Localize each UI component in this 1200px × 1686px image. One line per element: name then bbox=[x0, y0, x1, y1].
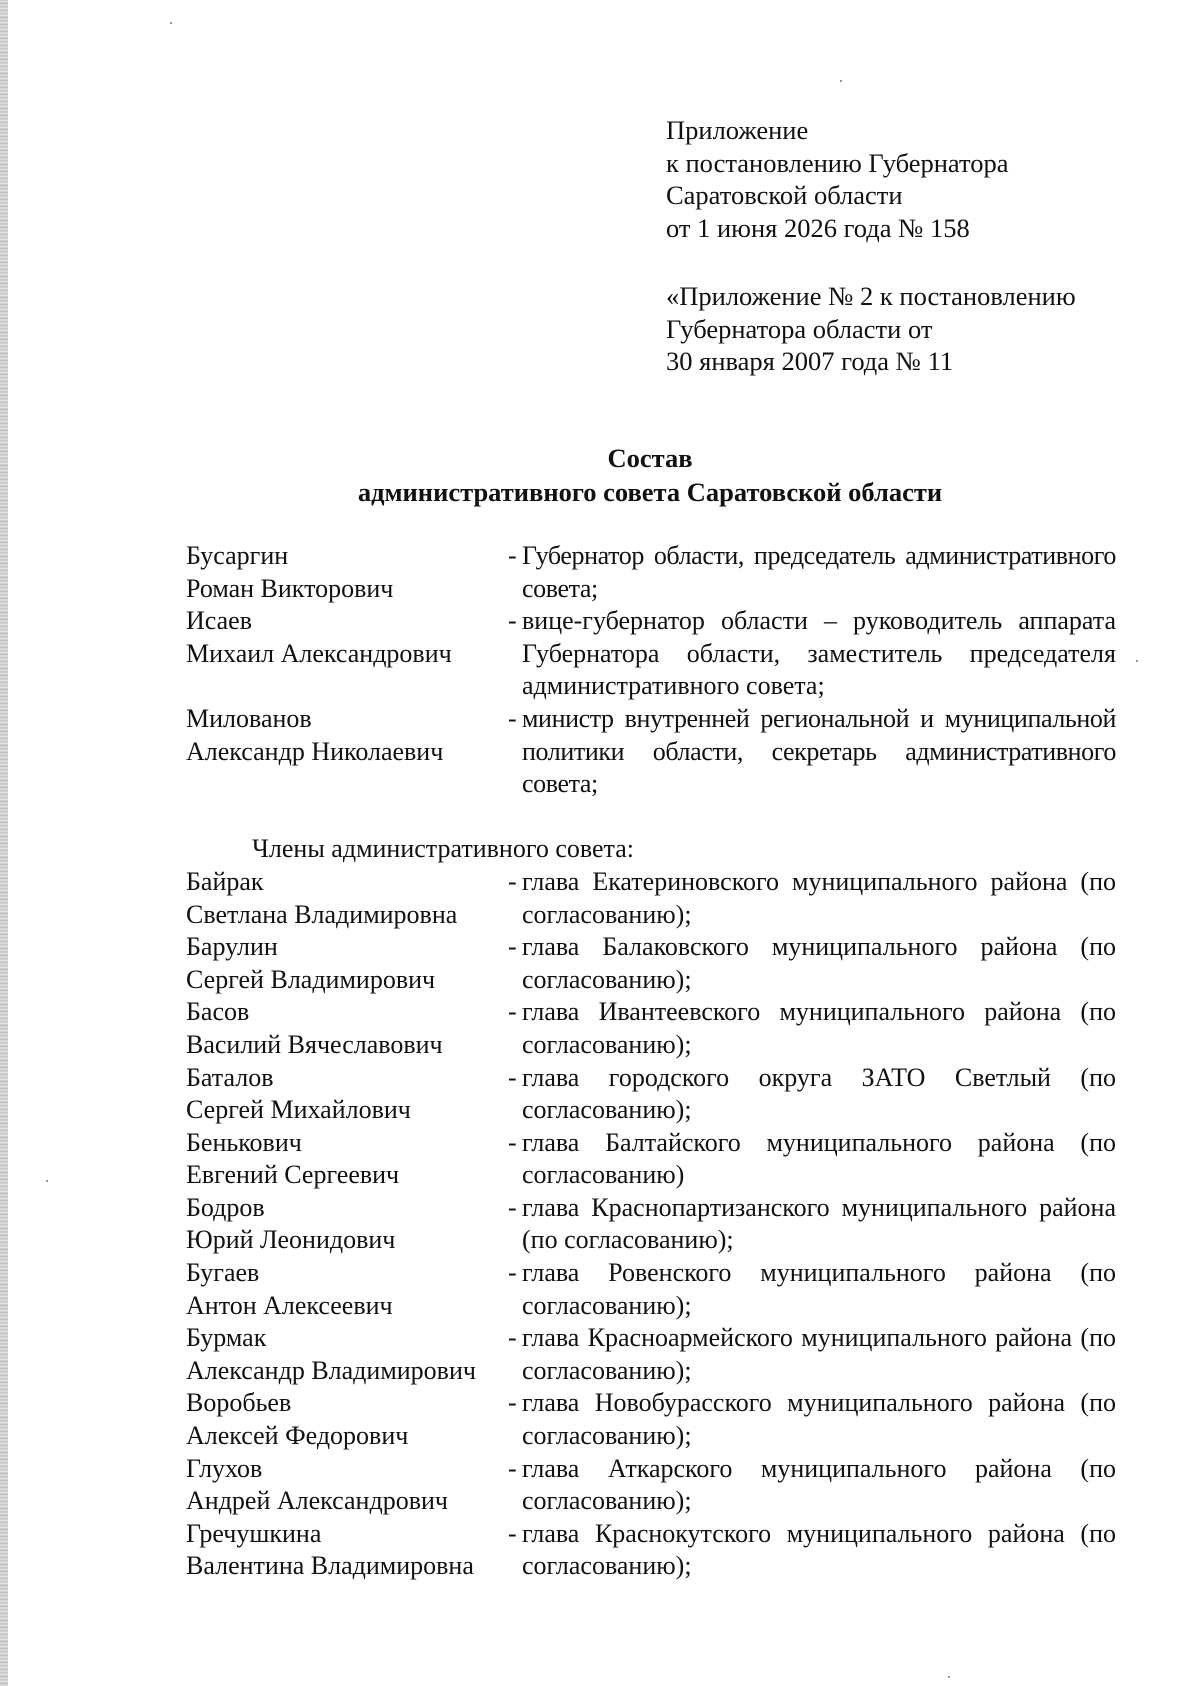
surname: Бенькович bbox=[186, 1127, 302, 1157]
surname: Гречушкина bbox=[186, 1518, 322, 1548]
dash: - bbox=[508, 866, 517, 896]
surname: Милованов bbox=[186, 703, 312, 733]
surname: Исаев bbox=[186, 606, 252, 636]
given-names: Евгений Сергеевич bbox=[186, 1160, 400, 1190]
roster-entry bbox=[186, 1518, 1116, 1583]
person-name bbox=[186, 1453, 508, 1518]
dash: - bbox=[508, 1127, 517, 1157]
roster-entry bbox=[186, 866, 1116, 931]
document-title: Состав bbox=[607, 443, 693, 473]
reference-line: 30 января 2007 года № 11 bbox=[666, 346, 954, 376]
dash: - bbox=[508, 606, 517, 636]
given-names: Валентина Владимировна bbox=[186, 1551, 474, 1581]
person-role: глава Новобурасского муниципального района (по согласованию); bbox=[522, 1388, 1116, 1451]
given-names: Алексей Федорович bbox=[186, 1421, 409, 1451]
surname: Бурмак bbox=[186, 1323, 267, 1353]
given-names: Роман Викторович bbox=[186, 573, 394, 603]
dash: - bbox=[508, 703, 517, 733]
roster-entry bbox=[186, 1322, 1116, 1387]
person-name bbox=[186, 931, 508, 996]
appendix-line: от 1 июня 2026 года № 158 bbox=[666, 212, 970, 243]
spacer bbox=[186, 801, 1116, 834]
scan-speck bbox=[46, 1180, 48, 1182]
surname: Баталов bbox=[186, 1062, 274, 1092]
roster-entry bbox=[186, 996, 1116, 1061]
document-subtitle: административного совета Саратовской области bbox=[357, 477, 943, 507]
reference-line: «Приложение № 2 к постановлению bbox=[666, 281, 1076, 311]
person-role: глава городского округа ЗАТО Светлый (по согласованию); bbox=[522, 1062, 1116, 1125]
given-names: Сергей Михайлович bbox=[186, 1095, 411, 1125]
dash: - bbox=[508, 1453, 517, 1483]
person-name bbox=[186, 1127, 508, 1192]
person-role: министр внутренней региональной и муниципальной политики области, секретарь административного совета; bbox=[522, 703, 1116, 799]
dash: - bbox=[508, 1388, 517, 1418]
roster-entry bbox=[186, 703, 1116, 801]
reference-block bbox=[666, 280, 1076, 378]
given-names: Юрий Леонидович bbox=[186, 1225, 396, 1255]
person-name bbox=[186, 1518, 508, 1583]
scan-edge bbox=[0, 0, 8, 1686]
dash: - bbox=[508, 1258, 517, 1288]
person-role: глава Краснопартизанского муниципального района (по согласованию); bbox=[522, 1192, 1116, 1255]
person-name bbox=[186, 605, 508, 703]
scan-speck bbox=[948, 1676, 950, 1678]
surname: Глухов bbox=[186, 1453, 263, 1483]
roster-entry bbox=[186, 1127, 1116, 1192]
given-names: Андрей Александрович bbox=[186, 1486, 448, 1516]
surname: Воробьев bbox=[186, 1388, 292, 1418]
surname: Байрак bbox=[186, 866, 264, 896]
person-name bbox=[186, 540, 508, 605]
roster-entry bbox=[186, 1192, 1116, 1257]
person-role: глава Ровенского муниципального района (по согласованию); bbox=[522, 1258, 1116, 1320]
members-heading: Члены административного совета: bbox=[252, 834, 634, 864]
dash: - bbox=[508, 932, 517, 962]
roster-entry bbox=[186, 1257, 1116, 1322]
surname: Бугаев bbox=[186, 1258, 260, 1288]
person-role: глава Краснокутского муниципального района (по согласованию); bbox=[522, 1518, 1116, 1581]
person-role: глава Екатериновского муниципального района (по согласованию); bbox=[522, 866, 1116, 929]
scan-speck bbox=[1136, 660, 1138, 662]
reference-line: Губернатора области от bbox=[666, 313, 933, 344]
given-names: Светлана Владимировна bbox=[186, 899, 458, 929]
roster-entry bbox=[186, 540, 1116, 605]
scan-speck bbox=[170, 22, 172, 24]
dash: - bbox=[508, 1192, 517, 1222]
given-names: Антон Алексеевич bbox=[186, 1290, 393, 1320]
person-role: глава Балтайского муниципального района (по согласованию) bbox=[522, 1127, 1116, 1190]
person-name bbox=[186, 1192, 508, 1257]
given-names: Сергей Владимирович bbox=[186, 964, 436, 994]
person-role: Губернатор области, председатель административного совета; bbox=[522, 541, 1116, 603]
dash: - bbox=[508, 1062, 517, 1092]
person-name bbox=[186, 866, 508, 931]
person-role: вице-губернатор области – руководитель аппарата Губернатора области, заместитель председателя административного совета; bbox=[522, 606, 1116, 701]
person-role: глава Аткарского муниципального района (по согласованию); bbox=[522, 1453, 1116, 1516]
person-role: глава Балаковского муниципального района (по согласованию); bbox=[522, 932, 1116, 994]
council-roster bbox=[186, 540, 1116, 1583]
person-name bbox=[186, 1387, 508, 1452]
appendix-line: Саратовской области bbox=[666, 180, 903, 210]
person-name bbox=[186, 1062, 508, 1127]
dash: - bbox=[508, 541, 517, 570]
given-names: Василий Вячеславович bbox=[186, 1029, 443, 1059]
appendix-block bbox=[666, 114, 1009, 244]
given-names: Михаил Александрович bbox=[186, 638, 452, 668]
appendix-line: к постановлению Губернатора bbox=[666, 147, 1009, 178]
surname: Бодров bbox=[186, 1192, 265, 1222]
appendix-line: Приложение bbox=[666, 115, 809, 145]
person-name bbox=[186, 1257, 508, 1322]
surname: Бусаргин bbox=[186, 541, 289, 570]
scan-speck bbox=[840, 80, 842, 82]
surname: Барулин bbox=[186, 932, 278, 962]
roster-entry bbox=[186, 1453, 1116, 1518]
roster-entry bbox=[186, 931, 1116, 996]
roster-entry bbox=[186, 1062, 1116, 1127]
person-role: глава Красноармейского муниципального района (по согласованию); bbox=[522, 1323, 1116, 1385]
dash: - bbox=[508, 1518, 517, 1548]
given-names: Александр Владимирович bbox=[186, 1355, 476, 1385]
dash: - bbox=[508, 1323, 517, 1353]
person-name bbox=[186, 996, 508, 1061]
roster-entry bbox=[186, 1387, 1116, 1452]
surname: Басов bbox=[186, 997, 250, 1027]
given-names: Александр Николаевич bbox=[186, 736, 444, 766]
person-name bbox=[186, 703, 508, 801]
dash: - bbox=[508, 997, 517, 1027]
roster-entry bbox=[186, 605, 1116, 703]
person-role: глава Ивантеевского муниципального района (по согласованию); bbox=[522, 997, 1116, 1059]
person-name bbox=[186, 1322, 508, 1387]
